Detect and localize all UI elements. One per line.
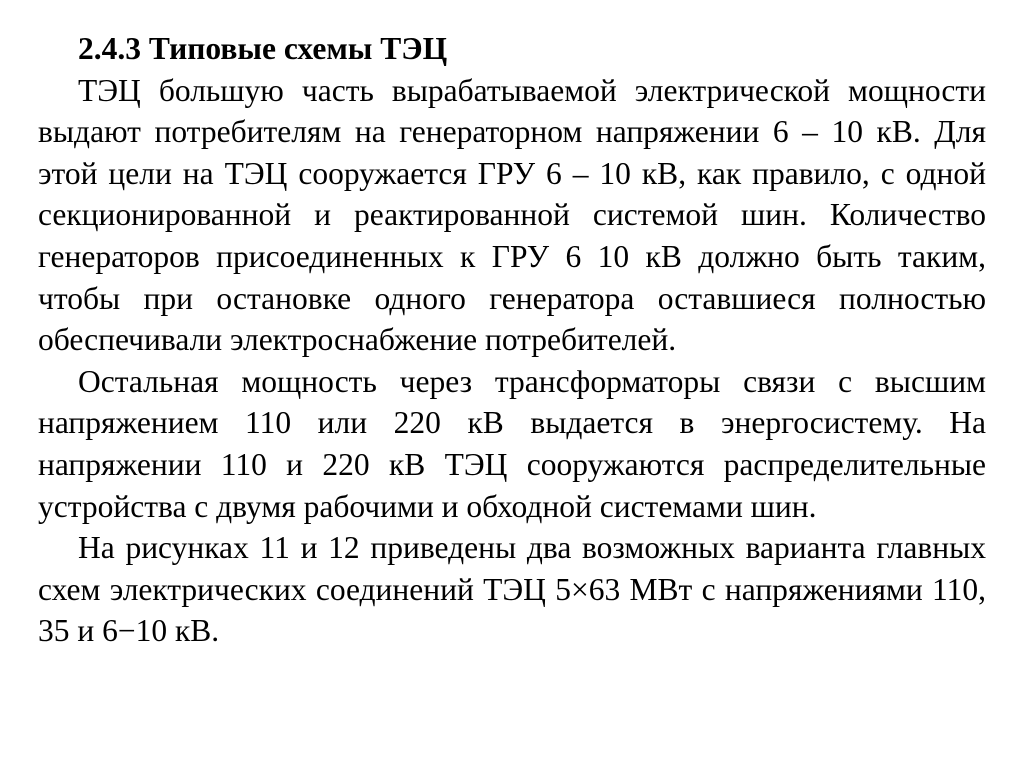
paragraph-figure-reference: На рисунках 11 и 12 приведены два возможных варианта главных схем электрических соединений ТЭЦ 5×63 МВт с напряжениями 110, 35 и 6−10 кВ. — [38, 530, 986, 649]
paragraph-communication-transformers: Остальная мощность через трансформаторы связи с высшим напряжением 110 или 220 кВ выдается в энергосистему. На напряжении 110 и 220 кВ ТЭЦ сооружаются распределительные устройства с двумя рабочими и обходной системами шин. — [38, 363, 986, 524]
paragraph-chp-generator-voltage: ТЭЦ большую часть вырабатываемой электрической мощности выдают потребителям на генераторном напряжении 6 – 10 кВ. Для этой цели на ТЭЦ сооружается ГРУ 6 – 10 кВ, как правило, с одной секционированной и реактированной системой шин. Количество генераторов присоединенных к ГРУ 6 10 кВ должно быть таким, чтобы при остановке одного генератора оставшиеся полностью обеспечивали электроснабжение потребителей. — [38, 72, 986, 358]
document-page — [38, 28, 986, 652]
section-heading: 2.4.3 Типовые схемы ТЭЦ — [78, 31, 448, 66]
